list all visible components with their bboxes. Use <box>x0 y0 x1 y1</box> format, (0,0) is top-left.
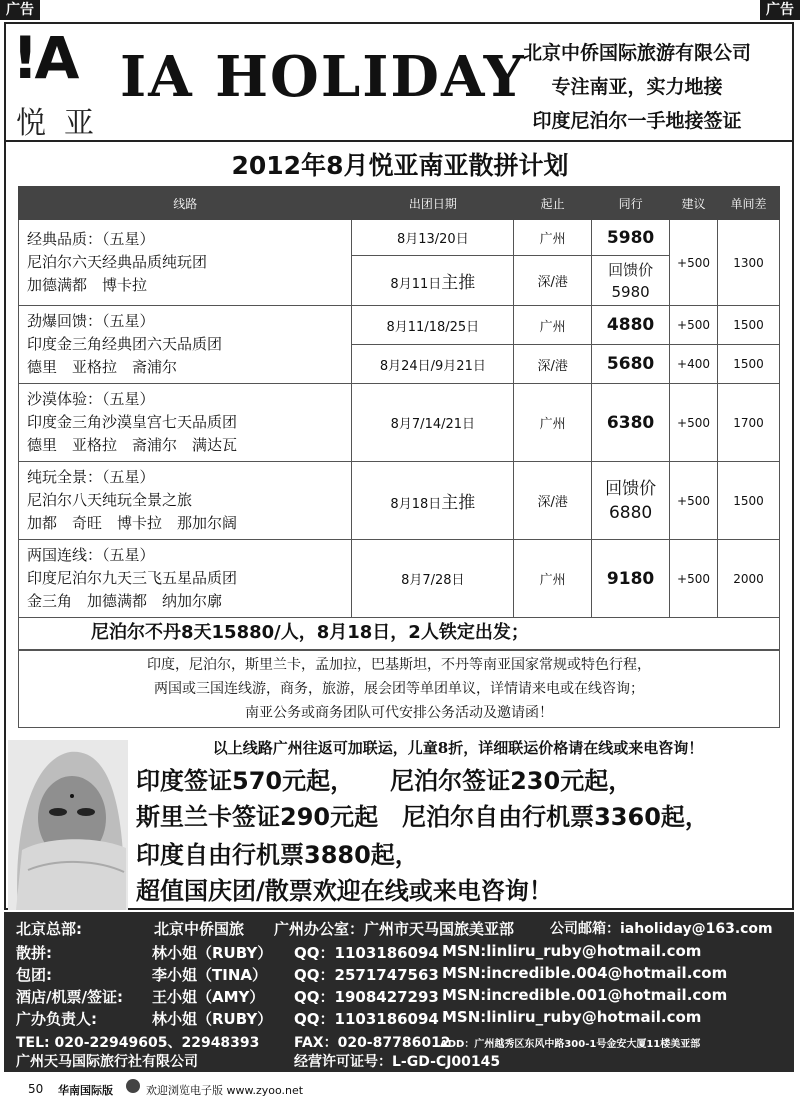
notes-block <box>18 650 780 728</box>
city-cell: 深/港 <box>514 462 592 540</box>
header-divider <box>4 140 794 142</box>
hq-label: 北京总部: <box>16 920 82 938</box>
address: ADD：广州越秀区东风中路300-1号金安大厦11楼美亚部 <box>440 1039 701 1050</box>
visa-line: 印度签证570元起， 尼泊尔签证230元起， <box>136 767 633 795</box>
contact-role: 广办负责人: <box>16 1010 97 1028</box>
contact-msn[interactable]: MSN:incredible.004@hotmail.com <box>442 964 728 982</box>
promo-line: 尼泊尔不丹8天15880/人，8月18日，2人铁定出发； <box>18 616 780 650</box>
company-email[interactable]: 公司邮箱：iaholiday@163.com <box>550 921 773 937</box>
plan-title: 2012年8月悦亚南亚散拼计划 <box>231 151 569 180</box>
page-bottom-bar <box>0 1074 800 1100</box>
ad-tag-left: 广告 <box>0 0 40 20</box>
route-cell <box>19 306 352 384</box>
route-cell <box>19 540 352 618</box>
single-cell: 1500 <box>718 462 780 540</box>
license-number: 经营许可证号：L-GD-CJ00145 <box>294 1054 501 1070</box>
route-cities: 德里 亚格拉 斋浦尔 <box>27 358 178 376</box>
route-name: 印度尼泊尔九天三飞五星品质团 <box>27 569 238 587</box>
route-name: 印度金三角沙漠皇宫七天品质团 <box>27 413 238 431</box>
route-category: 沙漠体验：（五星） <box>27 390 155 408</box>
company-info <box>484 36 790 138</box>
brand-name: IA HOLIDAY <box>120 44 526 110</box>
single-cell: 1300 <box>718 220 780 306</box>
date-cell: 8月24日/9月21日 <box>352 345 514 384</box>
note-line: 印度，尼泊尔，斯里兰卡，孟加拉，巴基斯坦，不丹等南亚国家常规或特色行程， <box>147 657 651 673</box>
magazine-logo-icon <box>126 1079 140 1093</box>
route-cities: 加都 奇旺 博卡拉 那加尔阔 <box>27 514 238 532</box>
contact-qq[interactable]: QQ：1908427293 <box>294 988 439 1006</box>
date-cell: 8月7/14/21日 <box>352 384 514 462</box>
contact-name: 林小姐（RUBY） <box>152 1010 273 1028</box>
table-header-row <box>19 187 780 220</box>
hq-name: 北京中侨国旅 <box>154 920 245 938</box>
contact-qq[interactable]: QQ：1103186094 <box>294 944 439 962</box>
contact-name: 林小姐（RUBY） <box>152 944 273 962</box>
price-cell: 回馈价 5980 <box>592 256 670 306</box>
schedule-table <box>18 186 780 618</box>
date-cell: 8月18日主推 <box>352 462 514 540</box>
contact-role: 包团: <box>16 966 52 984</box>
date-cell: 8月11日主推 <box>352 256 514 306</box>
contact-msn[interactable]: MSN:linliru_ruby@hotmail.com <box>442 1008 702 1026</box>
note-line: 两国或三国连线游，商务，旅游，展会团等单团单议，详情请来电或在线咨询； <box>154 681 644 697</box>
telephone: TEL: 020-22949605、22948393 <box>16 1035 260 1051</box>
route-name: 尼泊尔八天纯玩全景之旅 <box>27 491 193 509</box>
page-number: 50 <box>28 1082 44 1096</box>
suggest-cell: +500 <box>670 462 718 540</box>
veiled-woman-photo <box>8 740 128 910</box>
date-cell: 8月7/28日 <box>352 540 514 618</box>
city-cell: 广州 <box>514 306 592 345</box>
contact-name: 李小姐（TINA） <box>152 966 267 984</box>
route-category: 纯玩全景：（五星） <box>27 468 155 486</box>
city-cell: 广州 <box>514 540 592 618</box>
ad-tag-right: 广告 <box>760 0 800 20</box>
logo-mark: !A <box>12 24 76 92</box>
single-cell: 1700 <box>718 384 780 462</box>
contact-role: 散拼: <box>16 944 52 962</box>
visa-line: 印度自由行机票3880起， <box>136 841 419 869</box>
date-cell: 8月11/18/25日 <box>352 306 514 345</box>
route-cell <box>19 462 352 540</box>
joint-transport-caption: 以上线路广州往返可加联运，儿童8折，详细联运价格请在线或来电咨询！ <box>212 739 704 757</box>
route-name: 尼泊尔六天经典品质纯玩团 <box>27 253 208 271</box>
suggest-cell: +500 <box>670 220 718 306</box>
route-cell <box>19 220 352 306</box>
contact-qq[interactable]: QQ：2571747563 <box>294 966 439 984</box>
visa-line: 超值国庆团/散票欢迎在线或来电咨询！ <box>136 877 553 905</box>
slogan-2: 印度尼泊尔一手地接签证 <box>532 110 742 132</box>
city-cell: 深/港 <box>514 345 592 384</box>
visa-line: 斯里兰卡签证290元起 尼泊尔自由行机票3360起， <box>136 803 709 831</box>
contact-msn[interactable]: MSN:linliru_ruby@hotmail.com <box>442 942 702 960</box>
header-suggest: 建议 <box>670 187 718 220</box>
suggest-cell: +500 <box>670 384 718 462</box>
city-cell: 广州 <box>514 220 592 256</box>
agency-name: 广州天马国际旅行社有限公司 <box>16 1054 198 1070</box>
header-route: 线路 <box>19 187 352 220</box>
price-cell: 6380 <box>592 384 670 462</box>
company-name: 北京中侨国际旅游有限公司 <box>522 42 751 64</box>
slogan-1: 专注南亚，实力地接 <box>551 76 723 98</box>
contact-role: 酒店/机票/签证: <box>16 988 123 1006</box>
contact-footer <box>4 912 794 1072</box>
route-name: 印度金三角经典团六天品质团 <box>27 335 223 353</box>
header-date: 出团日期 <box>352 187 514 220</box>
route-cities: 加德满都 博卡拉 <box>27 276 148 294</box>
city-cell: 广州 <box>514 384 592 462</box>
route-cities: 德里 亚格拉 斋浦尔 满达瓦 <box>27 436 238 454</box>
note-line: 南亚公务或商务团队可代安排公务活动及邀请函！ <box>245 705 553 721</box>
gz-office: 广州办公室：广州市天马国旅美亚部 <box>274 920 515 938</box>
price-cell: 5680 <box>592 345 670 384</box>
table-row <box>19 306 780 345</box>
contact-name: 王小姐（AMY） <box>152 988 265 1006</box>
contact-msn[interactable]: MSN:incredible.001@hotmail.com <box>442 986 728 1004</box>
route-cell <box>19 384 352 462</box>
table-row <box>19 540 780 618</box>
price-cell: 9180 <box>592 540 670 618</box>
route-category: 经典品质：（五星） <box>27 230 155 248</box>
city-cell: 深/港 <box>514 256 592 306</box>
fax: FAX：020-87786012 <box>294 1035 451 1051</box>
table-row <box>19 462 780 540</box>
site-link[interactable]: 欢迎浏览电子版 www.zyoo.net <box>146 1084 304 1097</box>
contact-qq[interactable]: QQ：1103186094 <box>294 1010 439 1028</box>
price-cell: 5980 <box>592 220 670 256</box>
table-row <box>19 220 780 256</box>
route-cities: 金三角 加德满都 纳加尔廓 <box>27 592 223 610</box>
magazine-name: 华南国际版 <box>58 1084 113 1097</box>
header-single-supplement: 单间差 <box>718 187 780 220</box>
suggest-cell: +400 <box>670 345 718 384</box>
suggest-cell: +500 <box>670 306 718 345</box>
logo-chinese-name: 悦亚 <box>16 106 112 141</box>
date-cell: 8月13/20日 <box>352 220 514 256</box>
suggest-cell: +500 <box>670 540 718 618</box>
price-cell: 4880 <box>592 306 670 345</box>
header-city: 起止 <box>514 187 592 220</box>
price-cell: 回馈价 6880 <box>592 462 670 540</box>
single-cell: 1500 <box>718 345 780 384</box>
route-category: 劲爆回馈：（五星） <box>27 312 155 330</box>
single-cell: 2000 <box>718 540 780 618</box>
route-category: 两国连线：（五星） <box>27 546 155 564</box>
single-cell: 1500 <box>718 306 780 345</box>
table-row <box>19 384 780 462</box>
header-peer-price: 同行 <box>592 187 670 220</box>
